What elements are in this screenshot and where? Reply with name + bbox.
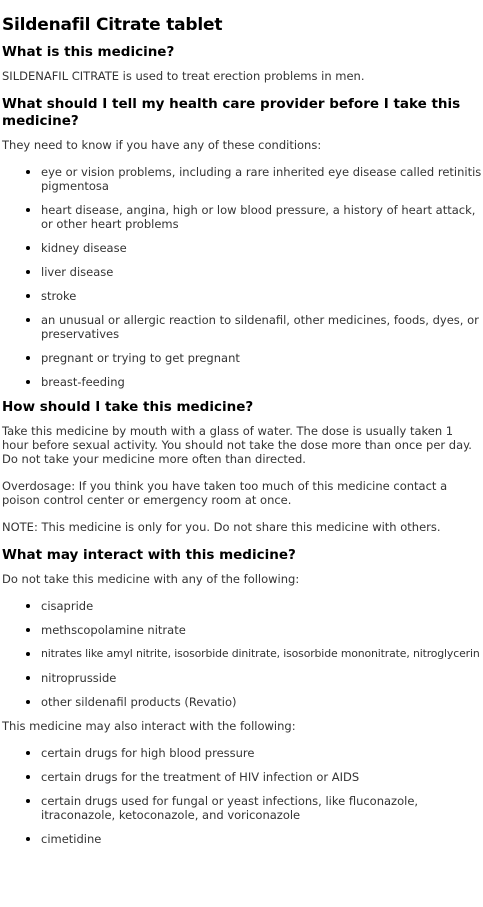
list-item [26,289,483,303]
list-item-text: methscopolamine nitrate [41,623,186,637]
bullet-icon [26,604,30,608]
bullet-icon [26,208,30,212]
list-item-text: certain drugs for high blood pressure [41,746,255,760]
bullet-icon [26,799,30,803]
list-item-text: kidney disease [41,241,127,255]
list-item [26,746,483,760]
list-item-text: other sildenafil products (Revatio) [41,695,237,709]
section-intro-interact-avoid: Do not take this medicine with any of the following: [2,572,300,586]
document [2,0,483,856]
list-item [26,165,483,193]
page-title: Sildenafil Citrate tablet [2,15,223,35]
list-item [26,351,483,365]
section-heading-tell: What should I tell my health care provider before I take this medicine? [2,96,461,129]
section-text-how-note: NOTE: This medicine is only for you. Do not share this medicine with others. [2,520,441,534]
list-item-text: liver disease [41,265,114,279]
bullet-icon [26,751,30,755]
list-item-text: an unusual or allergic reaction to sildenafil, other medicines, foods, dyes, or preservatives [41,313,479,341]
list-item-text: cisapride [41,599,94,613]
bullet-icon [26,700,30,704]
list-item [26,599,483,613]
section-text-how-dose: Take this medicine by mouth with a glass of water. The dose is usually taken 1 hour before sexual activity. You should not take the dose more than once per day. Do not take your medicine more often than directed. [2,424,472,466]
section-heading-what: What is this medicine? [2,44,175,60]
list-item [26,265,483,279]
bullet-icon [26,775,30,779]
list-item-text: eye or vision problems, including a rare inherited eye disease called retinitis pigmentosa [41,165,482,193]
list-item-text: nitroprusside [41,671,117,685]
list-item-text: pregnant or trying to get pregnant [41,351,240,365]
bullet-icon [26,318,30,322]
list-item-text: certain drugs used for fungal or yeast infections, like fluconazole, itraconazole, ketoconazole, and voriconazole [41,794,419,822]
list-item [26,375,483,389]
list-item [26,313,483,341]
bullet-icon [26,380,30,384]
bullet-icon [26,270,30,274]
list-item [26,770,483,784]
list-item [26,671,483,685]
section-text-what: SILDENAFIL CITRATE is used to treat erection problems in men. [2,69,365,83]
bullet-icon [26,246,30,250]
list-item-text: stroke [41,289,77,303]
list-item-text: cimetidine [41,832,102,846]
list-item-text: nitrates like amyl nitrite, isosorbide dinitrate, isosorbide mononitrate, nitroglycerin [41,647,480,660]
list-item [26,647,483,661]
list-item [26,832,483,846]
list-item [26,203,483,231]
conditions-list [2,165,483,389]
list-item-text: breast-feeding [41,375,125,389]
section-intro-interact-also: This medicine may also interact with the following: [2,719,296,733]
list-item [26,695,483,709]
section-intro-tell: They need to know if you have any of these conditions: [2,138,322,152]
section-text-how-overdosage: Overdosage: If you think you have taken too much of this medicine contact a poison control center or emergency room at once. [2,479,448,507]
section-heading-interact: What may interact with this medicine? [2,547,296,563]
bullet-icon [26,170,30,174]
list-item [26,623,483,637]
bullet-icon [26,356,30,360]
section-heading-how: How should I take this medicine? [2,399,254,415]
list-item-text: heart disease, angina, high or low blood pressure, a history of heart attack, or other heart problems [41,203,476,231]
bullet-icon [26,676,30,680]
list-item-text: certain drugs for the treatment of HIV infection or AIDS [41,770,360,784]
interacting-drugs-list [2,746,483,846]
bullet-icon [26,294,30,298]
bullet-icon [26,652,30,656]
bullet-icon [26,628,30,632]
avoid-drugs-list [2,599,483,709]
bullet-icon [26,837,30,841]
list-item [26,241,483,255]
list-item [26,794,483,822]
